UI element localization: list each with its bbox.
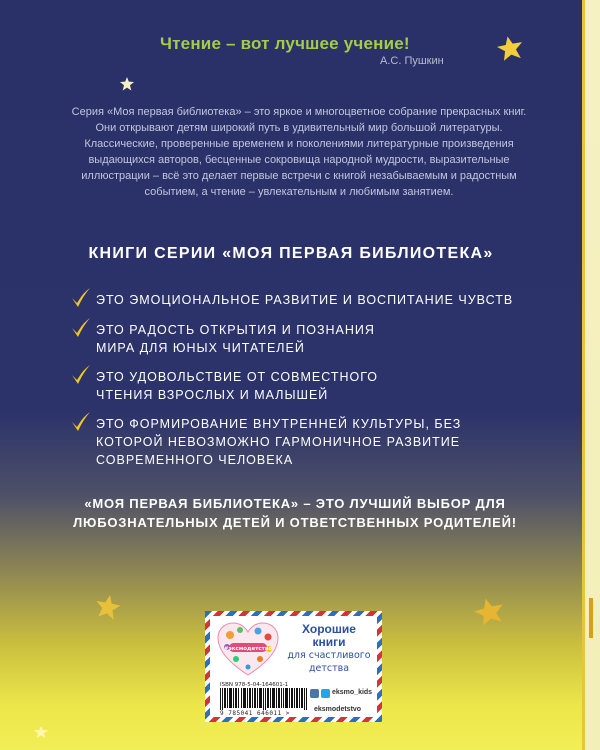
- publisher-sticker: [205, 611, 382, 722]
- checkmark-icon: [70, 287, 92, 309]
- isbn-text: ISBN 978-5-04-164601-1: [220, 682, 289, 688]
- star-icon: [119, 76, 135, 92]
- checkmark-icon: [70, 364, 92, 386]
- site-handle: eksmodetstvo: [314, 706, 362, 713]
- series-description: Серия «Моя первая библиотека» – это яркое и многоцветное собрание прекрасных книг. Они открывают детям широкий путь в удивительный мир большой литературы. Классические, проверенные временем и поколениями литературные произведения выдающихся авторов, бесценные сокровища народной мудрости, выразительные иллюстрации – всё это делает первые встречи с книгой незабываемым и радостным событием, а чтение – увлекательным и любимым занятием.: [71, 106, 527, 198]
- quote-text: Чтение – вот лучшее учение!: [160, 34, 410, 53]
- star-icon: [496, 34, 526, 62]
- benefit-text: ЭТО УДОВОЛЬСТВИЕ ОТ СОВМЕСТНОГО ЧТЕНИЯ ВЗРОСЛЫХ И МАЛЫШЕЙ: [96, 370, 379, 402]
- social-icons: [310, 689, 330, 698]
- star-icon: [33, 725, 49, 739]
- slogan-line: Хорошие: [302, 622, 356, 636]
- closing-statement: «МОЯ ПЕРВАЯ БИБЛИОТЕКА» – ЭТО ЛУЧШИЙ ВЫБОР ДЛЯ ЛЮБОЗНАТЕЛЬНЫХ ДЕТЕЙ И ОТВЕТСТВЕННЫХ РОДИТЕЛЕЙ!: [73, 496, 517, 530]
- spine-mark: [589, 598, 593, 638]
- checkmark-icon: [70, 317, 92, 339]
- benefit-text: ЭТО ЭМОЦИОНАЛЬНОЕ РАЗВИТИЕ И ВОСПИТАНИЕ ЧУВСТВ: [96, 293, 514, 307]
- eksmodetstvo-logo-icon: [216, 621, 280, 677]
- social-handle: eksmo_kids: [332, 689, 373, 696]
- sticker-body: [210, 616, 377, 717]
- slogan: [284, 623, 374, 675]
- slogan-line: для счастливого: [287, 650, 371, 661]
- slogan-line: детства: [308, 663, 350, 674]
- barcode-digits: 9 785041 646011 >: [220, 710, 290, 717]
- benefit-text: ЭТО ФОРМИРОВАНИЕ ВНУТРЕННЕЙ КУЛЬТУРЫ, БЕЗ КОТОРОЙ НЕВОЗМОЖНО ГАРМОНИЧНОЕ РАЗВИТИЕ СОВРЕМЕННОГО ЧЕЛОВЕКА: [96, 417, 462, 467]
- section-title: КНИГИ СЕРИИ «МОЯ ПЕРВАЯ БИБЛИОТЕКА»: [88, 245, 494, 262]
- slogan-line: книги: [312, 635, 346, 649]
- star-icon: [93, 593, 123, 621]
- star-icon: [473, 596, 507, 626]
- spine-edge: [582, 0, 585, 750]
- checkmark-icon: [70, 411, 92, 433]
- benefit-text: ЭТО РАДОСТЬ ОТКРЫТИЯ И ПОЗНАНИЯ МИРА ДЛЯ ЮНЫХ ЧИТАТЕЛЕЙ: [96, 323, 375, 355]
- logo-text: #эксмодетство: [223, 646, 273, 652]
- quote-author: А.С. Пушкин: [380, 55, 444, 67]
- barcode-icon: [220, 688, 308, 710]
